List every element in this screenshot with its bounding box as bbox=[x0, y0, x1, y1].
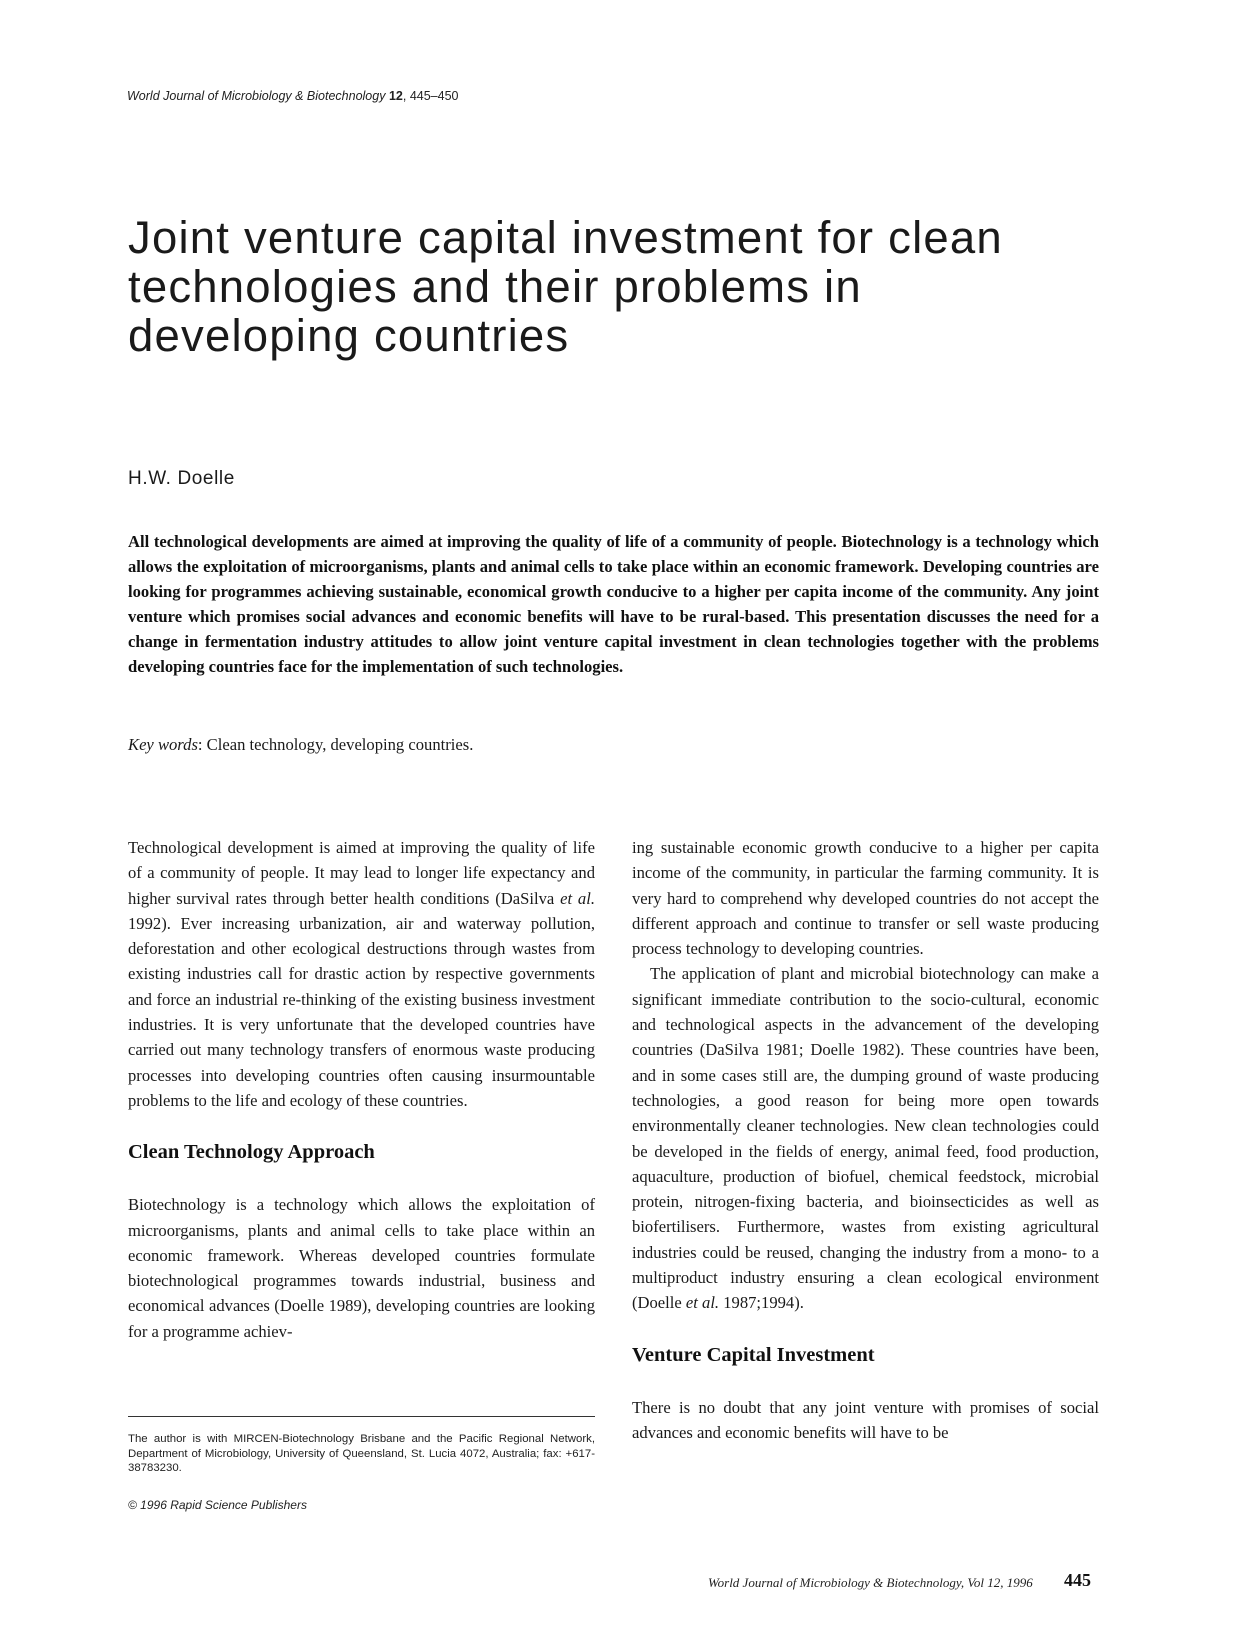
venture-capital-paragraph: There is no doubt that any joint venture with promises of social advances and economic benefits will have to be bbox=[632, 1397, 1099, 1442]
left-column bbox=[128, 835, 595, 1344]
intro-text-part: 1992). Ever increasing urbanization, air and waterway pollution, deforestation and other ecological destructions through wastes from existing industries call for drastic action by respective governments and force an industrial re-thinking of the existing business investment industries. It is very unfortunate that the developed countries have carried out many technology transfers of enormous waste producing processes into developing countries often causing insurmountable problems to the life and ecology of these countries. bbox=[128, 913, 595, 1110]
keywords-text: : Clean technology, developing countries. bbox=[197, 735, 474, 754]
paragraph-text-part: 1987;1994). bbox=[719, 1293, 804, 1313]
paragraph-et-al: et al. bbox=[685, 1293, 720, 1313]
abstract: All technological developments are aimed at improving the quality of life of a community of people. Biotechnology is a technology which allows the exploitation of microorganisms, plants and animal cells to take place within an economic framework. Developing countries are looking for programmes achieving sustainable, economical growth conducive to a higher per capita income of the community. Any joint venture which promises social advances and economic benefits will have to be rural-based. This presentation discusses the need for a change in fermentation industry attitudes to allow joint venture capital investment in clean technologies together with the problems developing countries face for the implementation of such technologies. bbox=[128, 532, 1099, 676]
page-number: 445 bbox=[1064, 1570, 1091, 1590]
author-name: H.W. Doelle bbox=[128, 468, 235, 489]
clean-technology-paragraph: Biotechnology is a technology which allows the exploitation of microorganisms, plants and animal cells to take place within an economic framework. Whereas developed countries formulate biotechnological programmes towards industrial, business and economical advances (Doelle 1989), developing countries are looking for a programme achiev- bbox=[128, 1195, 595, 1341]
running-head-journal: World Journal of Microbiology & Biotechnology bbox=[127, 89, 386, 103]
article-title-line: developing countries bbox=[128, 310, 570, 361]
biotechnology-application-paragraph bbox=[632, 961, 1099, 1315]
section-heading-clean-technology: Clean Technology Approach bbox=[128, 1141, 375, 1164]
running-head: World Journal of Microbiology & Biotechnology 12, 445–450 bbox=[127, 89, 459, 103]
article-title-line: Joint venture capital investment for clean bbox=[128, 212, 1003, 263]
intro-text-part: Technological development is aimed at improving the quality of life of a community of people. It may lead to longer life expectancy and higher survival rates through better health conditions (DaSilva bbox=[128, 838, 595, 908]
intro-paragraph bbox=[128, 835, 595, 1113]
footer-journal-citation: World Journal of Microbiology & Biotechnology, Vol 12, 1996 bbox=[708, 1575, 1033, 1590]
footnote-divider bbox=[128, 1416, 595, 1417]
article-title-line: technologies and their problems in bbox=[128, 261, 862, 312]
right-column bbox=[632, 835, 1099, 1445]
article-title bbox=[128, 213, 1088, 360]
keywords bbox=[128, 733, 1099, 757]
copyright-notice: © 1996 Rapid Science Publishers bbox=[128, 1498, 307, 1512]
running-head-pages: 445–450 bbox=[409, 89, 459, 103]
section-heading-venture-capital: Venture Capital Investment bbox=[632, 1343, 875, 1366]
keywords-label: Key words bbox=[128, 735, 198, 754]
paragraph-text-part: The application of plant and microbial biotechnology can make a significant immediate contribution to the socio-cultural, economic and technological aspects in the advancement of the developing countries (DaSilva 1981; Doelle 1982). These countries have been, and in some cases still are, the dumping ground of waste producing technologies, a good reason for being more open towards environmentally cleaner technologies. New clean technologies could be developed in the fields of energy, animal feed, food production, aquaculture, production of biofuel, chemical feedstock, microbial protein, nitrogen-fixing bacteria, and bioinsecticides as well as biofertilisers. Furthermore, wastes from existing agricultural industries could be reused, changing the industry from a mono- to a multiproduct industry ensuring a clean ecological environment (Doelle bbox=[632, 964, 1099, 1313]
intro-et-al: et al. bbox=[560, 888, 595, 908]
running-head-volume: 12 bbox=[388, 89, 403, 103]
author-affiliation-footnote: The author is with MIRCEN-Biotechnology Brisbane and the Pacific Regional Network, Department of Microbiology, University of Queensland, St. Lucia 4072, Australia; fax: +617-38783230. bbox=[128, 1433, 595, 1474]
continuation-paragraph: ing sustainable economic growth conducive to a higher per capita income of the community, in particular the farming community. It is very hard to comprehend why developed countries do not accept the different approach and continue to transfer or sell waste producing process technology to developing countries. bbox=[632, 838, 1099, 959]
